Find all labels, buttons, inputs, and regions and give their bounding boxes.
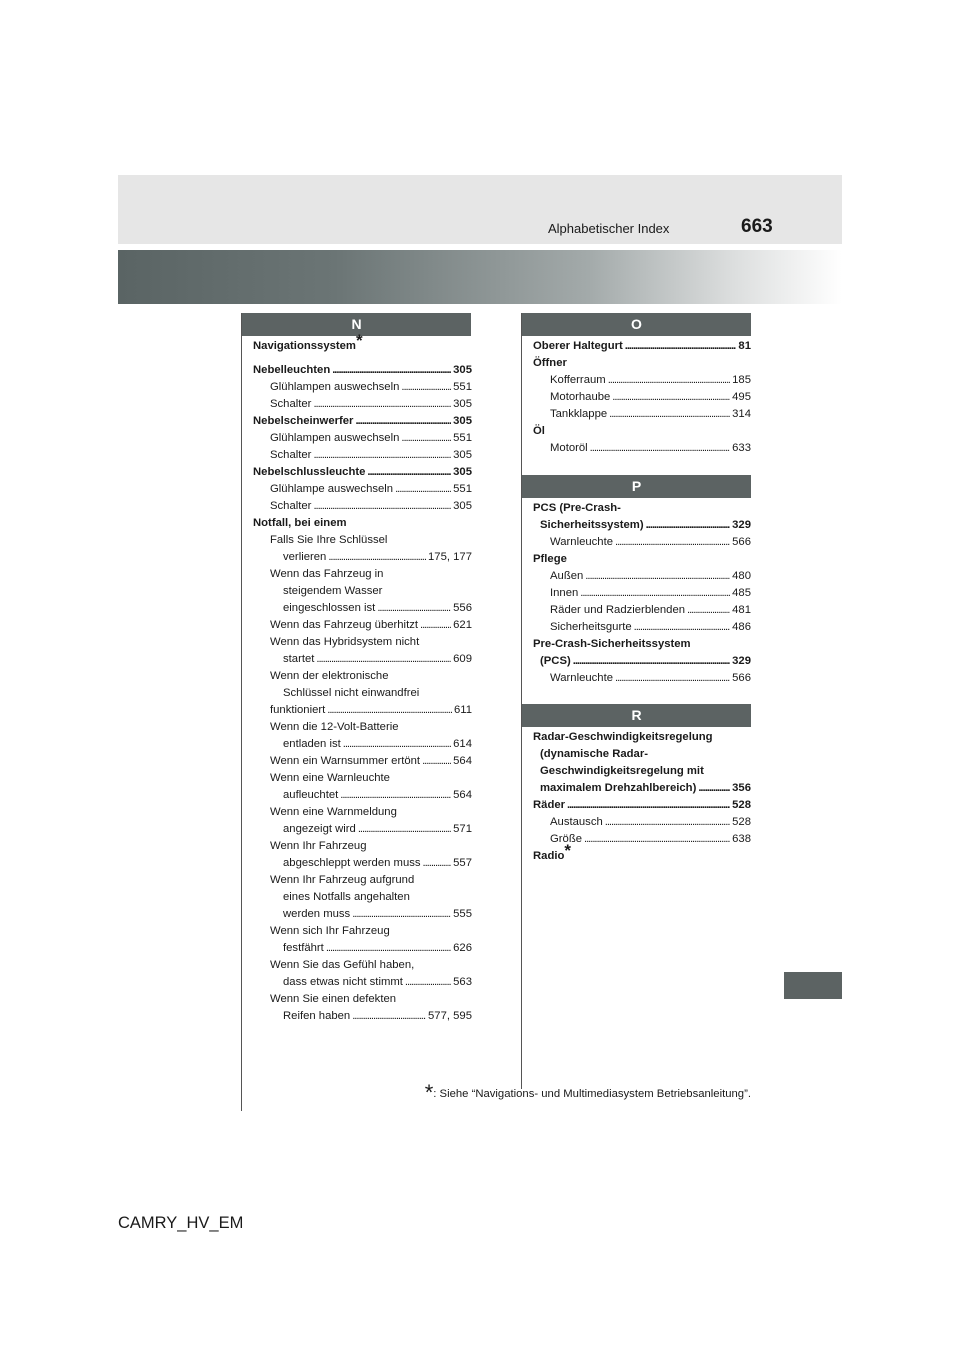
index-entry-navigationssystem: Navigationssystem*: [253, 331, 363, 352]
index-subentry: abgeschleppt werden muss . . . 557: [253, 855, 472, 872]
index-subentry: Innen . . . 485: [533, 585, 751, 602]
index-entry-pcs-page: Sicherheitssystem) . . . 329: [533, 517, 751, 534]
index-entry-pcs: PCS (Pre-Crash-: [533, 502, 621, 514]
section-header-o: O: [522, 313, 751, 336]
index-subentry: Motorhaube . . . 495: [533, 389, 751, 406]
model-code: CAMRY_HV_EM: [118, 1214, 244, 1232]
index-entry-pre-crash: Pre-Crash-Sicherheitssystem: [533, 638, 691, 650]
index-subentry: eingeschlossen ist . . . 556: [253, 600, 472, 617]
index-entry-oeffner: Öffner: [533, 357, 567, 369]
index-subentry-line: Wenn eine Warnmeldung: [270, 806, 397, 818]
index-entry-radar: Radar-Geschwindigkeitsregelung: [533, 731, 713, 743]
index-subentry-line: Wenn das Hybridsystem nicht: [270, 636, 420, 648]
index-subentry: verlieren . . . 175, 177: [253, 549, 472, 566]
index-subentry: Schalter . . . 305: [253, 498, 472, 515]
index-entry-nebelscheinwerfer: Nebelscheinwerfer . . . 305: [253, 413, 472, 430]
index-entry-nebelschlussleuchte: Nebelschlussleuchte . . . 305: [253, 464, 472, 481]
index-subentry: aufleuchtet . . . 564: [253, 787, 472, 804]
index-subentry: Glühlampen auswechseln . . . 551: [253, 430, 472, 447]
index-subentry: Warnleuchte . . . 566: [533, 534, 751, 551]
index-entry-radar-page: maximalem Drehzahlbereich) . . . 356: [533, 780, 751, 797]
left-column-rule: [241, 313, 242, 1111]
index-subentry: Warnleuchte . . . 566: [533, 670, 751, 687]
section-title: Alphabetischer Index: [548, 221, 670, 236]
index-column-right-o: [533, 338, 751, 457]
index-subentry: Außen . . . 480: [533, 568, 751, 585]
index-subentry: Kofferraum . . . 185: [533, 372, 751, 389]
index-subentry-line: Wenn der elektronische: [270, 670, 389, 682]
index-subentry: werden muss . . . 555: [253, 906, 472, 923]
index-subentry: Glühlampe auswechseln . . . 551: [253, 481, 472, 498]
index-column-right-p: [533, 500, 751, 687]
index-subentry-line: Falls Sie Ihre Schlüssel: [270, 534, 388, 546]
footnote: [424, 1080, 751, 1105]
header-bar: [118, 175, 842, 244]
section-header-p: P: [522, 475, 751, 498]
index-subentry: Glühlampen auswechseln . . . 551: [253, 379, 472, 396]
footnote-star-icon: *: [564, 841, 572, 860]
index-subentry-line: Wenn die 12-Volt-Batterie: [270, 721, 399, 733]
index-subentry-line: Wenn eine Warnleuchte: [270, 772, 390, 784]
section-header-r: R: [522, 704, 751, 727]
index-subentry: Motoröl . . . 633: [533, 440, 751, 457]
index-subentry: Reifen haben . . . 577, 595: [253, 1008, 472, 1025]
index-subentry: Größe . . . 638: [533, 831, 751, 848]
index-subentry: funktioniert . . . 611: [253, 702, 472, 719]
column-divider: [521, 313, 522, 1089]
index-subentry: Wenn ein Warnsummer ertönt . . . 564: [253, 753, 472, 770]
index-subentry-line: Wenn das Fahrzeug in: [270, 568, 384, 580]
index-entry-pre-crash-page: (PCS) . . . 329: [533, 653, 751, 670]
index-subentry: festfährt . . . 626: [253, 940, 472, 957]
index-subentry-line: eines Notfalls angehalten: [283, 891, 410, 903]
index-entry-oel: Öl: [533, 425, 545, 437]
index-entry-oberer-haltegurt: Oberer Haltegurt . . . 81: [533, 338, 751, 355]
index-column-left: [253, 331, 472, 1025]
index-subentry: Wenn das Fahrzeug überhitzt . . . 621: [253, 617, 472, 634]
index-subentry-line: Wenn Ihr Fahrzeug: [270, 840, 367, 852]
index-entry-nebelleuchten: Nebelleuchten . . . 305: [253, 362, 472, 379]
index-subentry: startet . . . 609: [253, 651, 472, 668]
index-entry-radar-line: Geschwindigkeitsregelung mit: [540, 765, 704, 777]
index-subentry-line: Schlüssel nicht einwandfrei: [283, 687, 420, 699]
index-subentry: Austausch . . . 528: [533, 814, 751, 831]
index-subentry-line: steigendem Wasser: [283, 585, 383, 597]
index-column-right-r: [533, 729, 751, 865]
index-subentry: Schalter . . . 305: [253, 447, 472, 464]
chapter-tab-marker: [784, 972, 842, 999]
index-entry-radio: Radio*: [533, 841, 572, 862]
footnote-star-icon: *: [424, 1080, 434, 1105]
footnote-text: : Siehe “Navigations- und Multimediasystem Betriebsanleitung”.: [433, 1088, 751, 1100]
chapter-band: [118, 250, 842, 304]
index-entry-radar-line: (dynamische Radar-: [540, 748, 648, 760]
section-header-n: N: [242, 313, 471, 336]
index-subentry-line: Wenn Ihr Fahrzeug aufgrund: [270, 874, 415, 886]
footnote-star-icon: *: [355, 331, 363, 350]
index-subentry: Schalter . . . 305: [253, 396, 472, 413]
index-subentry: dass etwas nicht stimmt . . . 563: [253, 974, 472, 991]
index-entry-raeder: Räder . . . 528: [533, 797, 751, 814]
page-number: 663: [741, 216, 773, 237]
index-subentry-line: Wenn Sie das Gefühl haben,: [270, 959, 415, 971]
index-subentry: entladen ist . . . 614: [253, 736, 472, 753]
index-entry-pflege: Pflege: [533, 553, 567, 565]
index-subentry-line: Wenn Sie einen defekten: [270, 993, 397, 1005]
index-subentry: Räder und Radzierblenden . . . 481: [533, 602, 751, 619]
index-subentry: angezeigt wird . . . 571: [253, 821, 472, 838]
index-subentry-line: Wenn sich Ihr Fahrzeug: [270, 925, 390, 937]
index-subentry: Sicherheitsgurte . . . 486: [533, 619, 751, 636]
index-entry-notfall: Notfall, bei einem: [253, 517, 347, 529]
index-subentry: Tankklappe . . . 314: [533, 406, 751, 423]
